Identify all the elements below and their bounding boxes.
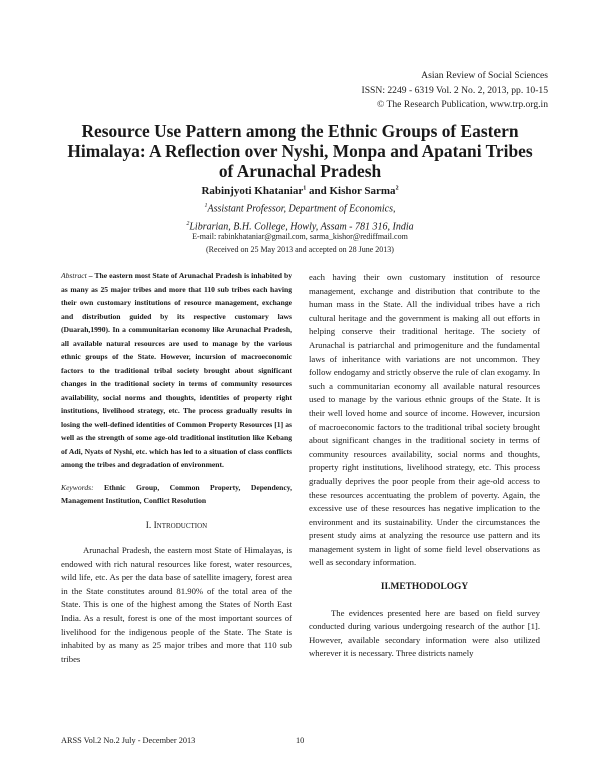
paper-title: Resource Use Pattern among the Ethnic Groups of Eastern Himalaya: A Reflection over Nyshi, Monpa and Apatani Tribes of Arunachal Pradesh bbox=[67, 121, 533, 182]
section-1-heading bbox=[61, 520, 292, 534]
received-line: (Received on 25 May 2013 and accepted on 28 June 2013) bbox=[206, 245, 394, 254]
journal-name: Asian Review of Social Sciences bbox=[421, 70, 548, 81]
affiliation-2-sup: 2 bbox=[186, 220, 190, 227]
section-1-title: Introduction bbox=[153, 520, 208, 531]
author-2-sup: 2 bbox=[395, 185, 399, 192]
section-1-number: I. bbox=[145, 520, 154, 531]
left-column bbox=[61, 269, 292, 666]
keywords-text: Ethnic Group, Common Property, Dependency, Management Institution, Conflict Resolution bbox=[61, 482, 292, 505]
journal-header bbox=[362, 69, 548, 113]
author-1-sup: 1 bbox=[303, 185, 307, 192]
author-line bbox=[60, 185, 540, 197]
affiliation-1-sup: 1 bbox=[204, 203, 208, 209]
footer-journal: ARSS Vol.2 No.2 July - December 2013 bbox=[61, 736, 196, 745]
author-connector: and bbox=[306, 185, 330, 197]
author-1: Rabinjyoti Khataniar bbox=[201, 185, 304, 197]
affiliation-1 bbox=[60, 199, 540, 217]
abstract-label: Abstract bbox=[61, 271, 87, 280]
email-line: E-mail: rabinkhataniar@gmail.com, sarma_kishor@rediffmail.com bbox=[192, 232, 408, 241]
keywords bbox=[61, 481, 292, 508]
abstract bbox=[61, 269, 292, 472]
keywords-label: Keywords: bbox=[61, 482, 94, 492]
right-paragraph-1: each having their own customary institution of resource management, exchange and distribution that contribute to the human mass in the State. All the individual tribes have a rich cultural heritage and the government is making all out efforts in helping conserve their traditional heritage. The society of Arunachal is patriarchal and primogeniture and the fundamental laws of inheritance with variations are not uncommon. They follow endogamy and strictly observe the rule of clan exogamy. In such a communitarian economy all available natural resources used to manage by the various ethnic groups of the State. It is their well loved home and source of income. However, incursion of macroeconomic factors to the traditional tribal society brought about significant changes in the traditional society in terms of community resources availability, social norms and thoughts, property right institutions, livelihood strategy, etc. This process gradually deprives the poor people from their age-old access to these resources accentuating the problem of poverty. Again, the excessive use of these resources has negative implication to the environment and its sustainability. Under the circumstances the present study aims at analyzing the resource use pattern and its management system in light of some field level observations as well as secondary information. bbox=[309, 272, 540, 568]
contact-block bbox=[60, 230, 540, 256]
journal-issn: ISSN: 2249 - 6319 Vol. 2 No. 2, 2013, pp. 10-15 bbox=[361, 84, 548, 96]
journal-publisher: © The Research Publication, www.trp.org.in bbox=[377, 99, 548, 111]
affiliation-1-text: Assistant Professor, Department of Economics, bbox=[207, 203, 396, 215]
author-2: Kishor Sarma bbox=[329, 185, 396, 197]
abstract-text: – The eastern most State of Arunachal Pradesh is inhabited by as many as 25 major tribes and more that 110 sub tribes each having their own customary institutions of resource management, exchange and distribution guided by its respective customary laws (Duarah,1990). In a communitarian economy like Arunachal Pradesh, all available natural resources are used to manage by the various ethnic groups of the State. However, incursion of macroeconomic factors to the traditional tribal society brought about significant changes in the traditional society in terms of community resources availability, social norms and thoughts, identities of property right institutions, livelihood strategy, etc. The process gradually results in losing the well-defined identities of Common Property Resources [1] as well as the strength of some age-old traditional institution like Kebang of Adi, Nyats of Nyshi, etc. which has led to a situation of class conflicts among the tribes and degradation of environment. bbox=[61, 271, 292, 469]
methodology-paragraph: The evidences presented here are based on field survey conducted during various undergoing research of the author [1]. However, available secondary information were also utilized wherever it is necessary. Three districts namely bbox=[309, 607, 540, 659]
right-column bbox=[309, 271, 540, 661]
affiliation-2-text: Librarian, B.H. College, Howly, Assam - 781 316, India bbox=[189, 221, 414, 233]
section-2-heading: II.METHODOLOGY bbox=[380, 582, 469, 593]
page-number: 10 bbox=[296, 736, 305, 745]
intro-paragraph: Arunachal Pradesh, the eastern most State of Himalayas, is endowed with rich natural resources like forest, water resources, wild life, etc. As per the data base of satellite imagery, forest area in the State constitutes around 81.90% of the total area of the State. This is one of the highest among the States of North East India. As a result, forest is one of the most important sources of livelihood for the indigenous people of the State. The State is inhabited by as many as 25 major tribes and more that 110 sub tribes bbox=[61, 545, 292, 664]
